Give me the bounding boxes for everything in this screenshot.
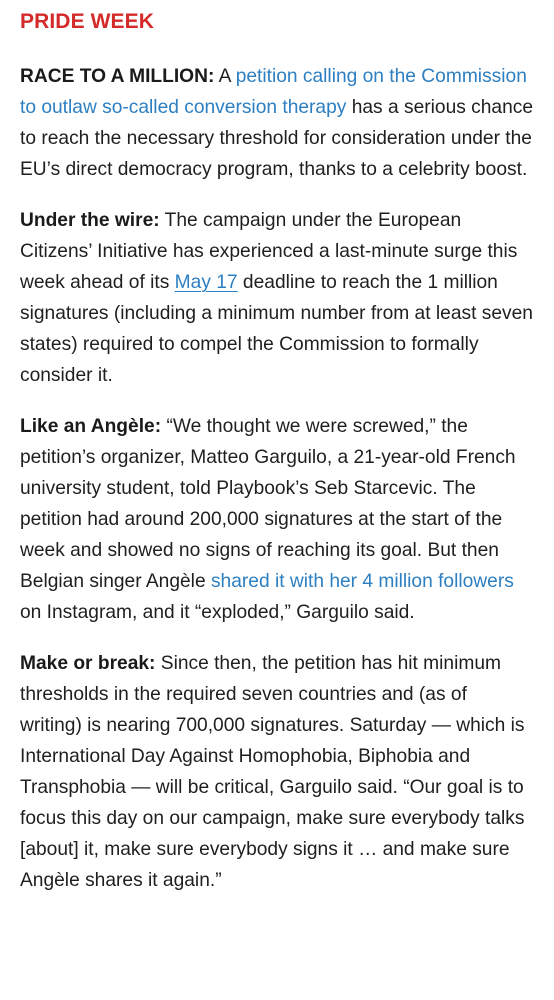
paragraph-under-the-wire [20,205,534,391]
deadline-link[interactable]: May 17 [174,272,238,293]
paragraph-text: Since then, the petition has hit minimum thresholds in the required seven countries and (as of writing) is nearing 700,000 signatures. Saturday — which is International Day Against Homophobia, Biphobia and Transphobia — will be critical, Garguilo said. “Our goal is to focus this day on our campaign, make sure everybody talks [about] it, make sure everybody signs it … and make sure Angèle shares it again.” [20,653,525,891]
paragraph-lead: Under the wire: [20,210,160,231]
paragraph-text: on Instagram, and it “exploded,” Garguilo said. [20,602,415,623]
paragraph-text: has a serious chance to reach the necessary threshold for consideration under the EU’s direct democracy program, thanks to a celebrity boost. [20,97,534,180]
paragraph-make-or-break [20,648,534,896]
paragraph-like-an-angele [20,411,534,628]
paragraph-race-to-a-million [20,61,534,185]
paragraph-text: The campaign under the European Citizens’ Initiative has experienced a last-minute surge this week ahead of its [20,210,518,293]
paragraph-lead: RACE TO A MILLION: [20,66,215,87]
paragraph-lead: Make or break: [20,653,156,674]
paragraph-text: “We thought we were screwed,” the petition’s organizer, Matteo Garguilo, a 21-year-old French university student, told Playbook’s Seb Starcevic. The petition had around 200,000 signatures at the start of the week and showed no signs of reaching its goal. But then Belgian singer Angèle [20,416,516,592]
paragraph-lead: Like an Angèle: [20,416,162,437]
paragraph-text: A [214,66,236,87]
petition-link[interactable]: petition calling on the Commission to outlaw so-called conversion therapy [20,66,527,118]
instagram-share-link[interactable]: shared it with her 4 million followers [210,571,514,592]
section-title: PRIDE WEEK [20,10,155,33]
paragraph-text: deadline to reach the 1 million signatures (including a minimum number from at least seven states) required to compel the Commission to formally consider it. [20,272,533,386]
